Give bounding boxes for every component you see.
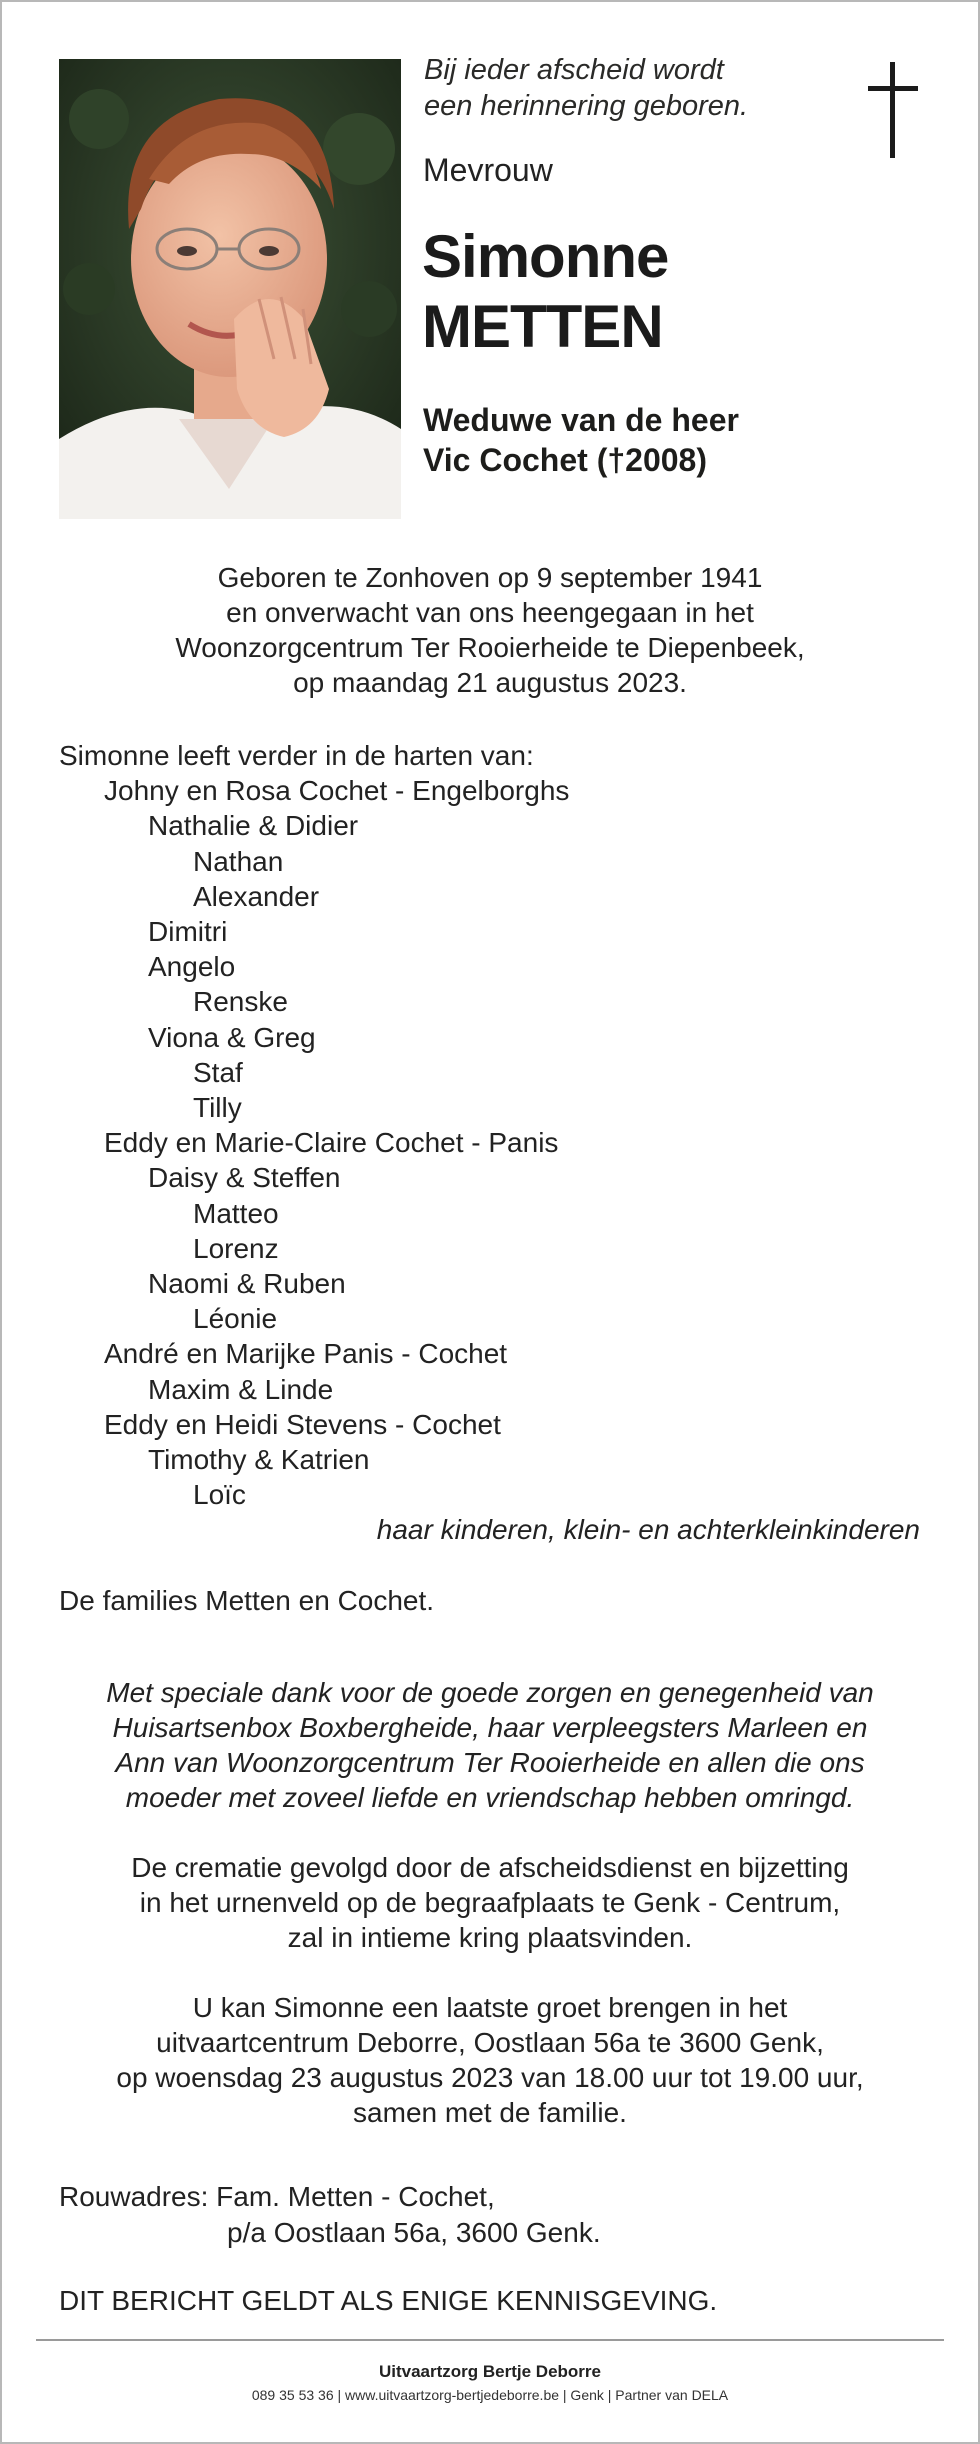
address-line: Rouwadres: Fam. Metten - Cochet, [59,2181,495,2212]
widow-line: Vic Cochet (†2008) [423,442,707,478]
visit-line: U kan Simonne een laatste groet brengen in het [192,1992,788,2023]
quote-line: een herinnering geboren. [424,90,749,122]
family-member: Angelo [148,951,236,983]
visitation-text [40,1990,940,2130]
visit-line: uitvaartcentrum Deborre, Oostlaan 56a te 3600 Genk, [156,2027,824,2058]
thanks-line: Met speciale dank voor de goede zorgen en genegenheid van [106,1677,874,1708]
last-name: METTEN [422,293,663,360]
family-member: Nathalie & Didier [148,810,359,842]
funeral-home-contact: 089 35 53 36 | www.uitvaartzorg-bertjedeborre.be | Genk | Partner van DELA [251,2387,729,2403]
family-member: Nathan [193,845,284,877]
first-name: Simonne [422,223,669,290]
visit-line: op woensdag 23 augustus 2023 van 18.00 uur tot 19.00 uur, [116,2062,864,2093]
widow-of [423,400,739,480]
family-member: Johny en Rosa Cochet - Engelborghs [104,775,570,807]
family-member: Loïc [193,1479,246,1511]
families-line: De families Metten en Cochet. [59,1585,435,1616]
birth-line: Woonzorgcentrum Ter Rooierheide te Diepenbeek, [175,632,805,663]
family-member: Daisy & Steffen [148,1162,341,1194]
family-member: Maxim & Linde [148,1373,334,1405]
notice-line: DIT BERICHT GELDT ALS ENIGE KENNISGEVING. [59,2285,718,2316]
visit-line: samen met de familie. [353,2097,627,2128]
footer-divider [36,2339,944,2341]
cremation-line: De crematie gevolgd door de afscheidsdienst en bijzetting [131,1852,849,1883]
family-member: Lorenz [193,1232,279,1264]
birth-line: en onverwacht van ons heengegaan in het [226,597,754,628]
family-member: Léonie [193,1303,278,1335]
deceased-name [422,222,668,362]
family-member: Dimitri [148,916,228,948]
family-member: Alexander [193,880,320,912]
cremation-line: zal in intieme kring plaatsvinden. [287,1922,693,1953]
family-member: Eddy en Marie-Claire Cochet - Panis [104,1127,559,1159]
birth-death-info [40,560,940,700]
relation-caption: haar kinderen, klein- en achterkleinkinderen [376,1514,920,1545]
birth-line: op maandag 21 augustus 2023. [293,667,687,698]
address-line: p/a Oostlaan 56a, 3600 Genk. [227,2217,601,2248]
birth-line: Geboren te Zonhoven op 9 september 1941 [217,562,763,593]
family-member: Staf [193,1056,243,1088]
funeral-home-name: Uitvaartzorg Bertje Deborre [378,2362,601,2381]
mourning-address [59,2179,601,2251]
family-member: André en Marijke Panis - Cochet [104,1338,508,1370]
family-list [59,738,569,1512]
cremation-text [40,1850,940,1955]
family-member: Simonne leeft verder in de harten van: [59,740,534,771]
family-member: Eddy en Heidi Stevens - Cochet [104,1408,501,1440]
quote-line: Bij ieder afscheid wordt [424,54,724,86]
thanks-line: moeder met zoveel liefde en vriendschap hebben omringd. [125,1782,855,1813]
portrait-photo [59,59,401,519]
cross-icon [863,60,923,165]
thanks-line: Ann van Woonzorgcentrum Ter Rooierheide en allen die ons [115,1747,865,1778]
family-member: Timothy & Katrien [148,1444,370,1476]
family-member: Viona & Greg [148,1021,316,1053]
honorific: Mevrouw [423,152,553,188]
cremation-line: in het urnenveld op de begraafplaats te Genk - Centrum, [139,1887,841,1918]
family-member: Tilly [193,1092,242,1124]
family-member: Matteo [193,1197,279,1229]
family-member: Renske [193,986,288,1018]
family-member: Naomi & Ruben [148,1268,346,1300]
thanks-text [40,1675,940,1815]
widow-line: Weduwe van de heer [423,402,739,438]
epigraph-quote [424,52,748,124]
thanks-line: Huisartsenbox Boxbergheide, haar verpleegsters Marleen en [112,1712,868,1743]
